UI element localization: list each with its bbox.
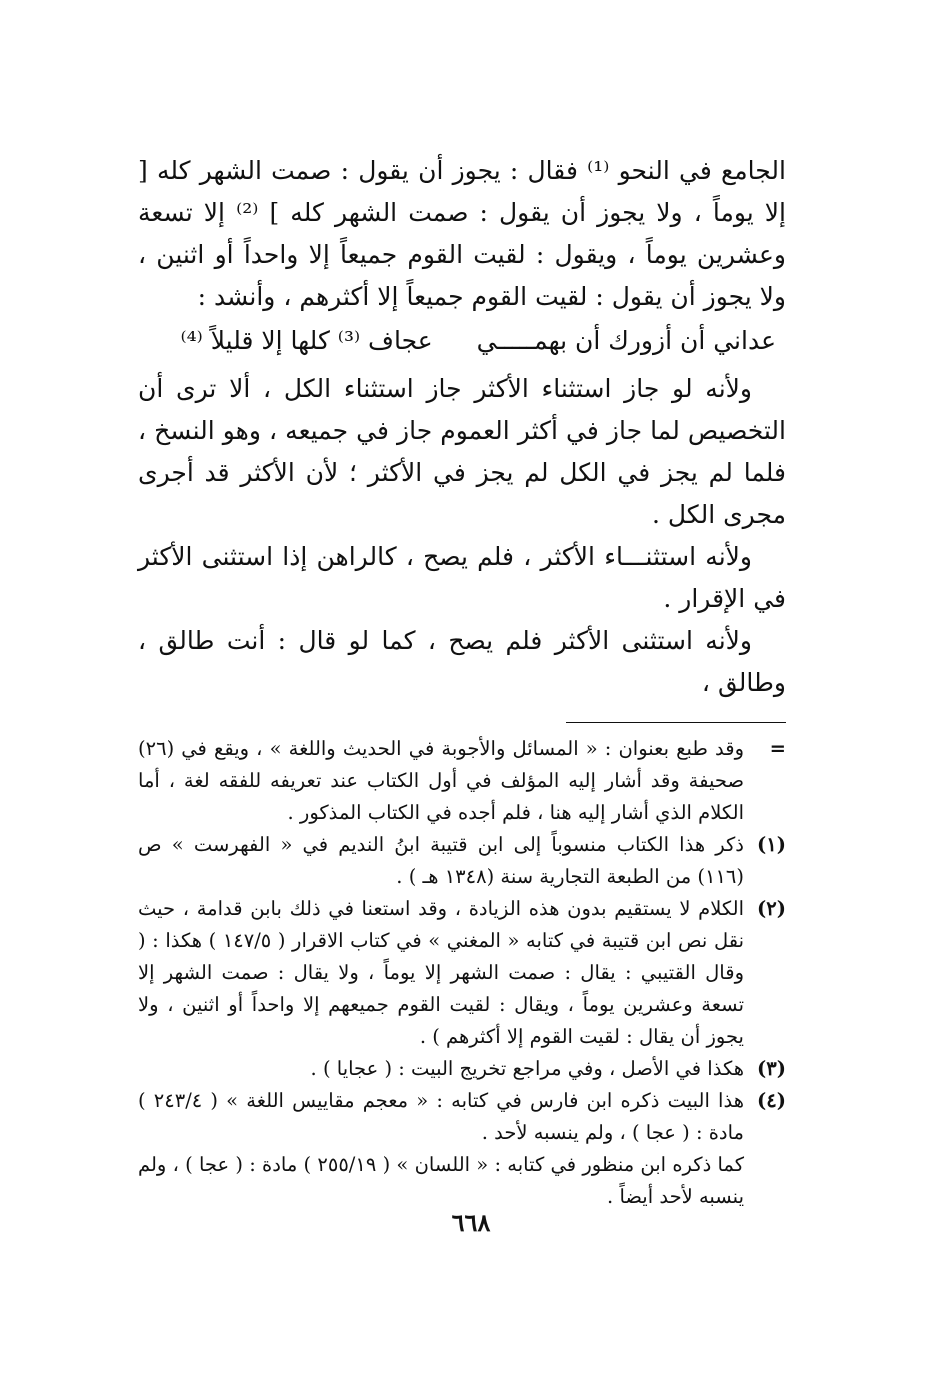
footnote-mark: (٢) xyxy=(757,897,786,920)
footnote-2 xyxy=(138,893,786,1053)
footnote-continued xyxy=(138,733,786,829)
footnote-text xyxy=(138,1085,744,1213)
footnote-4 xyxy=(138,1085,786,1213)
footnote-separator xyxy=(566,722,786,723)
poetry-verse xyxy=(138,320,786,362)
footnote-mark: (٣) xyxy=(757,1057,786,1080)
paragraph-1: الجامع في النحو ⁽¹⁾ فقال : يجوز أن يقول : صمت الشهر كله [ إلا يوماً ، ولا يجوز أن يقول : صمت الشهر كله ] ⁽²⁾ إلا تسعة وعشرين يوماً ، ويقول : لقيت القوم جميعاً إلا واحداً أو اثنين ، ولا يجوز أن يقول : لقيت القوم جميعاً إلا أكثرهم ، وأنشد : xyxy=(138,156,786,311)
footnote-mark: = xyxy=(769,737,786,760)
paragraph-3: ولأنه استثنـــاء الأكثر ، فلم يصح ، كالراهن إذا استثنى الأكثر في الإقرار . xyxy=(138,542,786,613)
verse-first-hemistich: عداني أن أزورك أن بهمـــــي xyxy=(476,326,776,355)
verse-second-hemistich: عجاف ⁽³⁾ كلها إلا قليلاً ⁽⁴⁾ xyxy=(180,326,433,355)
footnote-1 xyxy=(138,829,786,893)
footnote-mark: (١) xyxy=(757,833,786,856)
footnote-text: هكذا في الأصل ، وفي مراجع تخريج البيت : ( عجايا ) . xyxy=(310,1057,744,1080)
footnote-text: الكلام لا يستقيم بدون هذه الزيادة ، وقد استعنا في ذلك بابن قدامة ، حيث نقل نص ابن قتيبة في كتابه « المغني » في كتاب الاقرار ( ١٤٧/٥ ) هكذا : ( وقال القتيبي : يقال : صمت الشهر إلا يوماً ، ولا يقال : صمت الشهر إلا تسعة وعشرين يوماً ، ويقال : لقيت القوم جميعهم إلا واحداً أو اثنين ، ولا يجوز أن يقال : لقيت القوم إلا أكثرهم ) . xyxy=(138,897,744,1048)
footnote-text: ذكر هذا الكتاب منسوباً إلى ابن قتيبة ابنُ النديم في « الفهرست » ص (١١٦) من الطبعة التجارية سنة (١٣٤٨ هـ ) . xyxy=(138,833,744,888)
footnote-mark: (٤) xyxy=(757,1089,786,1112)
footnote-text-line1: هذا البيت ذكره ابن فارس في كتابه : « معجم مقاييس اللغة » ( ٢٤٣/٤ ) مادة : ( عجا ) ، ولم ينسبه لأحد . xyxy=(138,1089,744,1144)
page-content xyxy=(138,150,786,1213)
footnote-text: وقد طبع بعنوان : « المسائل والأجوبة في الحديث واللغة » ، ويقع في (٢٦) صحيفة وقد أشار إليه المؤلف في أول الكتاب عند تعريفه للفقه لغة ، أما الكلام الذي أشار إليه هنا ، فلم أجده في الكتاب المذكور . xyxy=(138,737,744,824)
footnote-text-line2: كما ذكره ابن منظور في كتابه : « اللسان » ( ٢٥٥/١٩ ) مادة : ( عجا ) ، ولم ينسبه لأحد أيضاً . xyxy=(138,1153,744,1208)
main-text xyxy=(138,150,786,704)
paragraph-2: ولأنه لو جاز استثناء الأكثر جاز استثناء الكل ، ألا ترى أن التخصيص لما جاز في أكثر العموم جاز في جميعه ، وهو النسخ ، فلما لم يجز في الكل لم يجز في الأكثر ؛ لأن الأكثر قد أجرى مجرى الكل . xyxy=(138,374,786,529)
footnotes xyxy=(138,733,786,1213)
footnote-3 xyxy=(138,1053,786,1085)
page-number: ٦٦٨ xyxy=(451,1208,491,1237)
paragraph-4: ولأنه استثنى الأكثر فلم يصح ، كما لو قال : أنت طالق ، وطالق ، xyxy=(138,626,786,697)
